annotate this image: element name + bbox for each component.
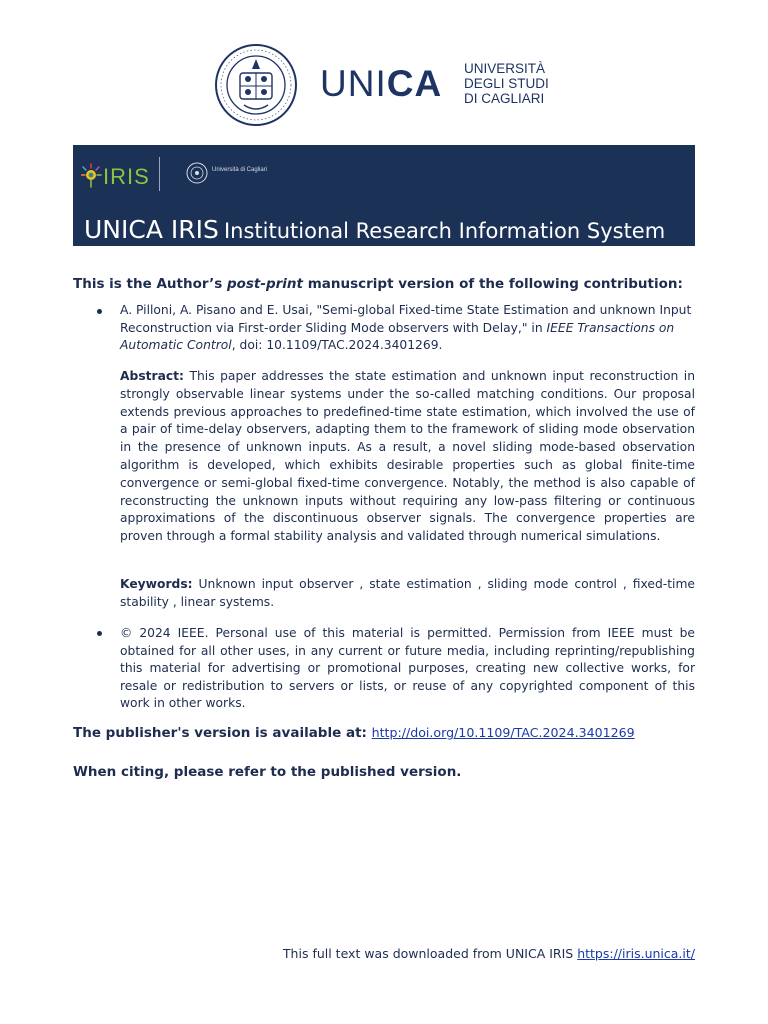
banner-title [84,215,665,248]
small-university-label: Università di Cagliari [212,167,268,173]
citation: A. Pilloni, A. Pisano and E. Usai, "Semi-global Fixed-time State Estimation and unknown Input Reconstruction via First-order Sliding Mode observers with Delay," in IEEE Transactions on Automatic Control, doi: 10.1109/TAC.2024.3401269. [120,303,692,353]
bullet-icon [97,631,102,636]
iris-link[interactable]: https://iris.unica.it/ [577,946,695,961]
bullet-icon [97,309,102,314]
university-name-line-3: DI CAGLIARI [464,91,545,106]
small-seal-icon [186,162,208,184]
abstract-label: Abstract: [120,369,184,383]
copyright-notice: © 2024 IEEE. Personal use of this material is permitted. Permission from IEEE must be obtained for all other uses, in any current or future media, including reprinting/republishing this material for advertising or promotional purposes, creating new collective works, for resale or redistribution to servers or lists, or reuse of any copyrighted component of this work in other works. [120,626,695,711]
iris-logo-text: IRIS [103,164,150,189]
journal-name: IEEE Transactions on Automatic Control [120,320,675,353]
doi-link[interactable]: http://doi.org/10.1109/TAC.2024.3401269 [371,725,635,740]
banner-title-subtitle: Institutional Research Information System [223,219,666,243]
publisher-version: The publisher's version is available at: http://doi.org/10.1109/TAC.2024.3401269 [73,725,635,741]
unica-wordmark: UNICA [320,63,443,104]
download-footer: This full text was downloaded from UNICA IRIS https://iris.unica.it/ [282,946,695,961]
citing-note: When citing, please refer to the published version. [73,764,462,780]
banner-divider [159,157,160,191]
iris-banner [73,145,695,246]
university-name-line-1: UNIVERSITÀ [464,61,546,76]
version-heading: This is the Author’s post-print manuscript version of the following contribution: [73,276,683,292]
university-seal-icon [214,43,298,127]
iris-logo-icon [81,159,151,191]
keywords: Keywords: Unknown input observer , state estimation , sliding mode control , fixed-time stability , linear systems. [120,577,695,609]
abstract: Abstract: This paper addresses the state estimation and unknown input reconstruction in strongly observable linear systems under the so-called matching conditions. Our proposal extends previous approaches to predefined-time state estimation, which involved the use of a pair of time-delay observers, adapting them to the framework of sliding mode observation in the presence of unknown inputs. As a result, a novel sliding mode-based observation algorithm is developed, which exhibits desirable properties such as global finite-time convergence or semi-global fixed-time convergence. Notably, the method is also capable of reconstructing the unknown inputs without requiring any low-pass filtering or continuous approximations of the discontinuous observer signals. The convergence properties are proven through a formal stability analysis and validated through numerical simulations. [120,369,695,544]
keywords-label: Keywords: [120,577,193,591]
banner-title-main: UNICA IRIS [84,215,219,244]
university-name [464,61,549,106]
university-name-line-2: DEGLI STUDI [464,76,549,91]
